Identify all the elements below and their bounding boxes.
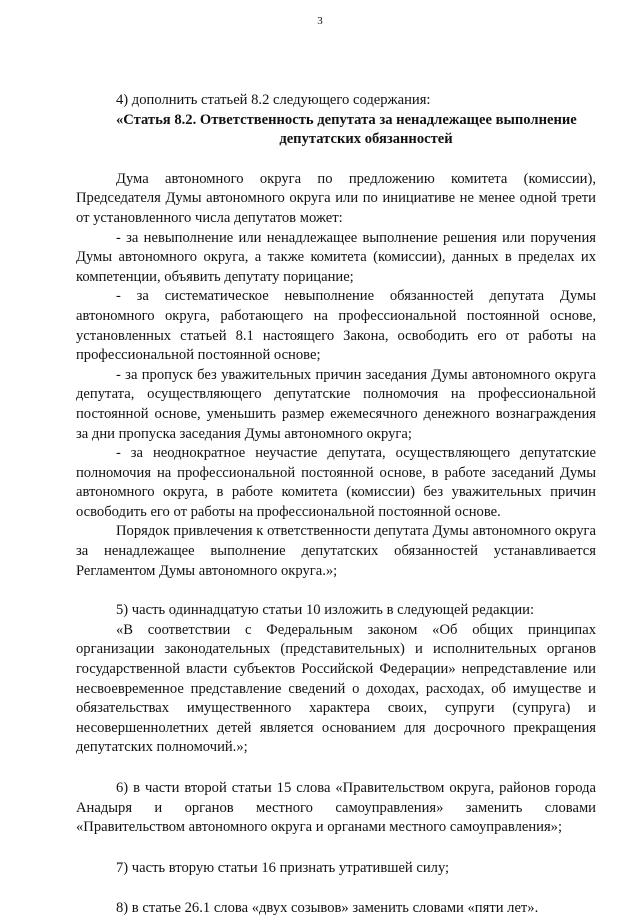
- paragraph-item-7: 7) часть вторую статьи 16 признать утратившей силу;: [116, 859, 450, 876]
- list-item-reduce-pay: - за пропуск без уважительных причин заседания Думы автономного округа депутата, осуществляющего депутатские полномочия на профессиональной постоянной основе, уменьшить размер ежемесячного денежного вознаграждения за дни пропуска заседания Думы автономного округа;: [76, 366, 596, 442]
- article-title-continuation: депутатских обязанностей: [279, 131, 453, 148]
- list-item-nonparticipation: - за неоднократное неучастие депутата, осуществляющего депутатские полномочия на профессиональной постоянной основе, в работе заседаний Думы автономного округа, в работе комитета (комиссии) без уважительных причин освободить его от работы на профессиональной постоянной основе.: [76, 445, 596, 520]
- paragraph-item-6: 6) в части второй статьи 15 слова «Правительством округа, районов города Анадыря и органов местного самоуправления» заменить словами «Правительством автономного округа и органами местного самоуправления»;: [76, 780, 596, 836]
- paragraph-federal-law: «В соответствии с Федеральным законом «Об общих принципах организации законодательных (представительных) и исполнительных органов государственной власти субъектов Российской Федерации» непредставление или несвоевременное представление сведений о доходах, расходах, об имуществе и обязательствах имущественного характера своих, супруги (супруга) и несовершеннолетних детей является основанием для досрочного прекращения депутатских полномочий.»;: [76, 621, 596, 756]
- paragraph-item-5: 5) часть одиннадцатую статьи 10 изложить в следующей редакции:: [116, 602, 535, 619]
- paragraph-duma-powers: Дума автономного округа по предложению комитета (комиссии), Председателя Думы автономного округа или по инициативе не менее одной трети от установленного числа депутатов может:: [76, 170, 596, 226]
- paragraph-item-8: 8) в статье 26.1 слова «двух созывов» заменить словами «пяти лет».: [116, 900, 539, 917]
- paragraph-procedure: Порядок привлечения к ответственности депутата Думы автономного округа за ненадлежащее выполнение депутатских обязанностей устанавливается Регламентом Думы автономного округа.»;: [76, 523, 596, 579]
- document-body: [76, 91, 596, 919]
- page-number: 3: [317, 15, 323, 27]
- list-item-reprimand: - за невыполнение или ненадлежащее выполнение решения или поручения Думы автономного округа, а также комитета (комиссии), данных в пределах их компетенции, объявить депутату порицание;: [76, 229, 596, 285]
- paragraph-item-4: 4) дополнить статьей 8.2 следующего содержания:: [116, 92, 431, 108]
- list-item-release: - за систематическое невыполнение обязанностей депутата Думы автономного округа, работающего на профессиональной постоянной основе, установленных статьей 8.1 настоящего Закона, освободить его от работы на профессиональной постоянной основе;: [76, 288, 596, 364]
- article-title: «Статья 8.2. Ответственность депутата за ненадлежащее выполнение: [116, 111, 577, 128]
